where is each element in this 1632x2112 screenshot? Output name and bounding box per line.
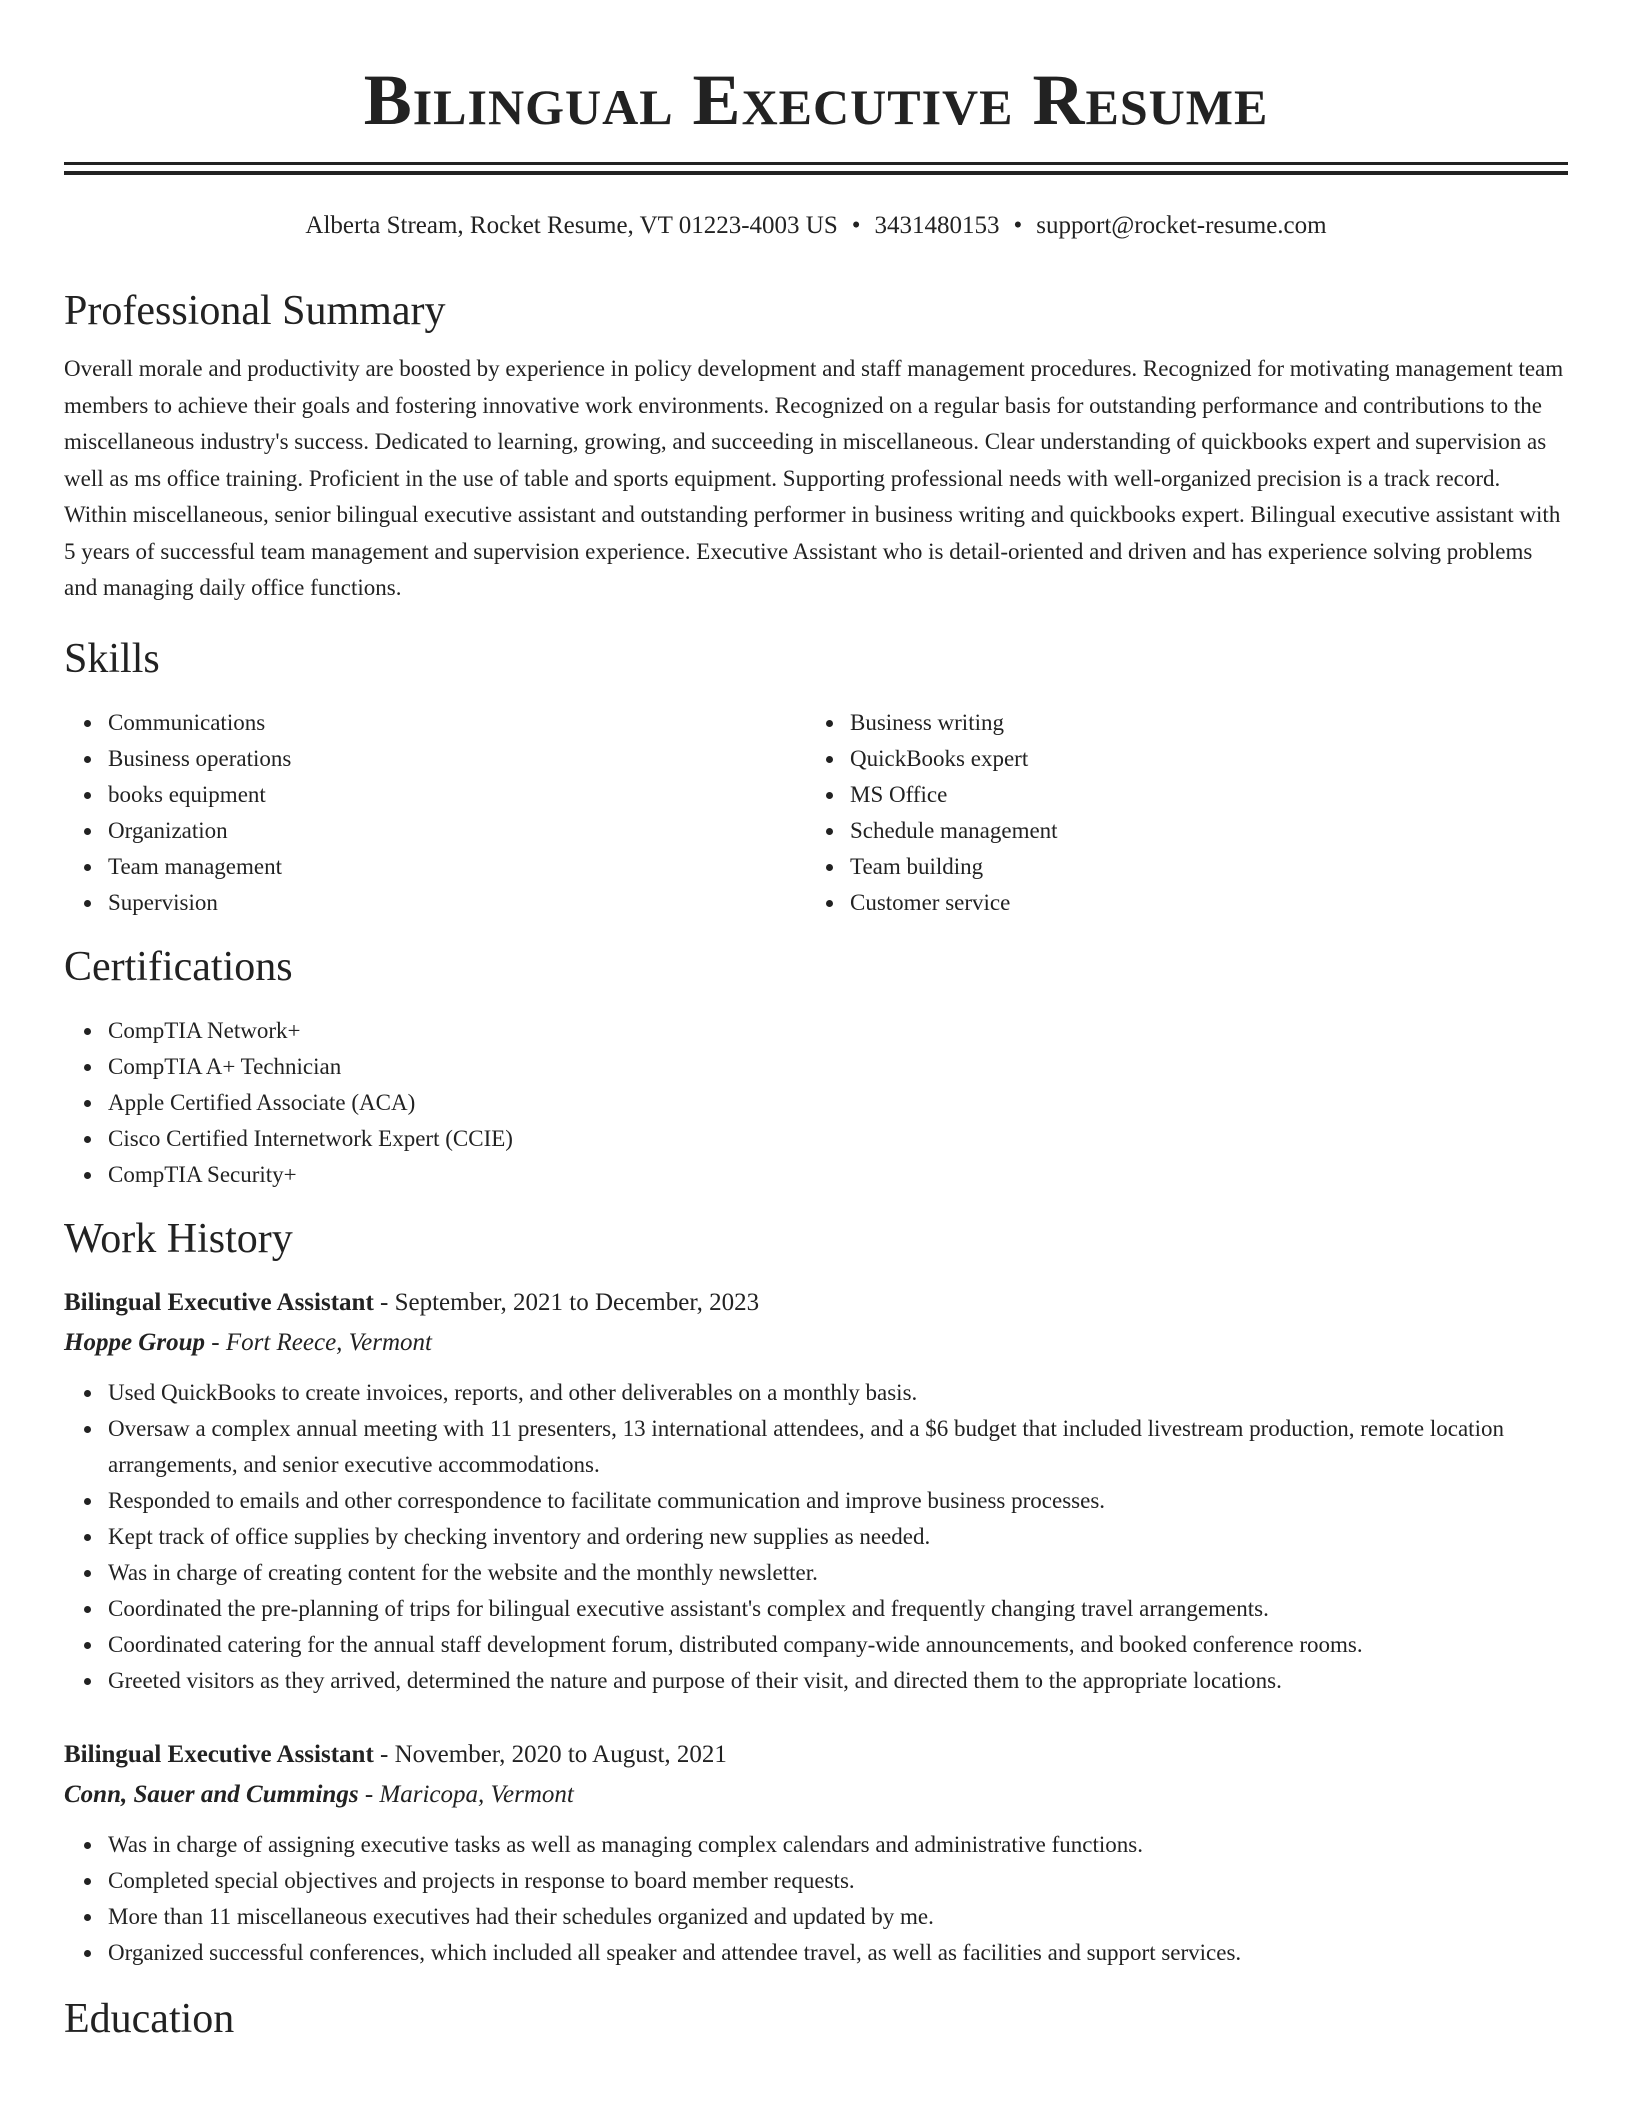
skills-grid: [64, 705, 1568, 921]
header-divider-top: [64, 162, 1568, 165]
summary-paragraph: Overall morale and productivity are boosted by experience in policy development and staff management procedures. Recognized for motivating management team members to achieve their goals and fostering innovative work environments. Recognized on a regular basis for outstanding performance and contributions to the miscellaneous industry's success. Dedicated to learning, growing, and succeeding in miscellaneous. Clear understanding of quickbooks expert and supervision as well as ms office training. Proficient in the use of table and sports equipment. Supporting professional needs with well-organized precision is a track record. Within miscellaneous, senior bilingual executive assistant and outstanding performer in business writing and quickbooks expert. Bilingual executive assistant with 5 years of successful team management and supervision experience. Executive Assistant who is detail-oriented and driven and has experience solving problems and managing daily office functions.: [64, 356, 1564, 600]
job-dates: September, 2021 to December, 2023: [394, 1288, 760, 1316]
job-bullet: Oversaw a complex annual meeting with 11 presenters, 13 international attendees, and a $6 budget that included livestream production, remote location arrangements, and senior executive accommodations.: [108, 1411, 1568, 1483]
job-bullet: Organized successful conferences, which included all speaker and attendee travel, as well as facilities and support services.: [108, 1935, 1568, 1971]
job-bullet: Coordinated catering for the annual staff development forum, distributed company-wide announcements, and booked conference rooms.: [108, 1627, 1568, 1663]
certification-item: CompTIA Security+: [108, 1157, 1568, 1193]
job-dash: -: [373, 1740, 395, 1768]
skill-item: Customer service: [850, 885, 1548, 921]
job-bullet: More than 11 miscellaneous executives had their schedules organized and updated by me.: [108, 1899, 1568, 1935]
section-heading: Professional Summary: [64, 288, 446, 334]
skills-column-right: [806, 705, 1548, 921]
job-title-line: [64, 1735, 1568, 1775]
certification-item: CompTIA A+ Technician: [108, 1049, 1568, 1085]
job-dash: -: [358, 1780, 380, 1808]
skills-column-left: [64, 705, 806, 921]
job-company-line: [64, 1323, 1568, 1363]
job-title-line: [64, 1283, 1568, 1323]
job-location: Fort Reece, Vermont: [225, 1328, 432, 1356]
skill-item: Team building: [850, 849, 1548, 885]
certification-item: Cisco Certified Internetwork Expert (CCIE): [108, 1121, 1568, 1157]
job-entry: [64, 1735, 1568, 1971]
contact-separator: •: [851, 212, 861, 239]
section-skills: [64, 633, 1568, 921]
contact-line: [64, 209, 1568, 243]
section-education: [64, 1993, 1568, 2045]
job-bullet: Used QuickBooks to create invoices, reports, and other deliverables on a monthly basis.: [108, 1375, 1568, 1411]
job-company-line: [64, 1775, 1568, 1815]
contact-phone: 3431480153: [874, 212, 1000, 239]
job-bullet: Greeted visitors as they arrived, determined the nature and purpose of their visit, and directed them to the appropriate locations.: [108, 1663, 1568, 1699]
job-bullet: Was in charge of creating content for the website and the monthly newsletter.: [108, 1555, 1568, 1591]
contact-address: Alberta Stream, Rocket Resume, VT 01223-4003 US: [305, 212, 838, 239]
skill-item: Communications: [108, 705, 806, 741]
skill-item: Schedule management: [850, 813, 1548, 849]
job-company: Hoppe Group: [64, 1328, 205, 1356]
skill-item: Team management: [108, 849, 806, 885]
contact-email: support@rocket-resume.com: [1036, 212, 1327, 239]
job-entry: [64, 1283, 1568, 1699]
job-bullet: Completed special objectives and projects in response to board member requests.: [108, 1863, 1568, 1899]
certifications-list: [64, 1013, 1568, 1193]
skill-item: Business writing: [850, 705, 1548, 741]
resume-title: Bilingual Executive Resume: [363, 60, 1269, 140]
section-heading: Skills: [64, 635, 160, 682]
section-work-history: [64, 1213, 1568, 1971]
section-heading: Education: [64, 1995, 235, 2042]
skills-list-left: [64, 705, 806, 921]
job-company: Conn, Sauer and Cummings: [64, 1780, 359, 1808]
header-divider-bottom: [64, 171, 1568, 175]
job-dash: -: [204, 1328, 226, 1356]
job-bullet: Was in charge of assigning executive tasks as well as managing complex calendars and administrative functions.: [108, 1827, 1568, 1863]
skill-item: MS Office: [850, 777, 1548, 813]
job-bullet: Coordinated the pre-planning of trips for bilingual executive assistant's complex and frequently changing travel arrangements.: [108, 1591, 1568, 1627]
section-heading: Certifications: [64, 943, 293, 990]
resume-header: [64, 56, 1568, 243]
skills-list-right: [806, 705, 1548, 921]
job-bullets: [64, 1375, 1568, 1699]
job-bullet: Kept track of office supplies by checking inventory and ordering new supplies as needed.: [108, 1519, 1568, 1555]
job-dates: November, 2020 to August, 2021: [394, 1740, 727, 1768]
contact-separator: •: [1013, 212, 1023, 239]
skill-item: QuickBooks expert: [850, 741, 1548, 777]
job-role: Bilingual Executive Assistant: [64, 1288, 374, 1316]
job-bullets: [64, 1827, 1568, 1971]
section-certifications: [64, 941, 1568, 1193]
section-heading: Work History: [64, 1215, 293, 1262]
section-professional-summary: [64, 285, 1568, 607]
skill-item: books equipment: [108, 777, 806, 813]
skill-item: Supervision: [108, 885, 806, 921]
skill-item: Organization: [108, 813, 806, 849]
job-role: Bilingual Executive Assistant: [64, 1740, 374, 1768]
job-dash: -: [373, 1288, 395, 1316]
certification-item: CompTIA Network+: [108, 1013, 1568, 1049]
certification-item: Apple Certified Associate (ACA): [108, 1085, 1568, 1121]
job-location: Maricopa, Vermont: [379, 1780, 574, 1808]
job-bullet: Responded to emails and other correspondence to facilitate communication and improve business processes.: [108, 1483, 1568, 1519]
skill-item: Business operations: [108, 741, 806, 777]
